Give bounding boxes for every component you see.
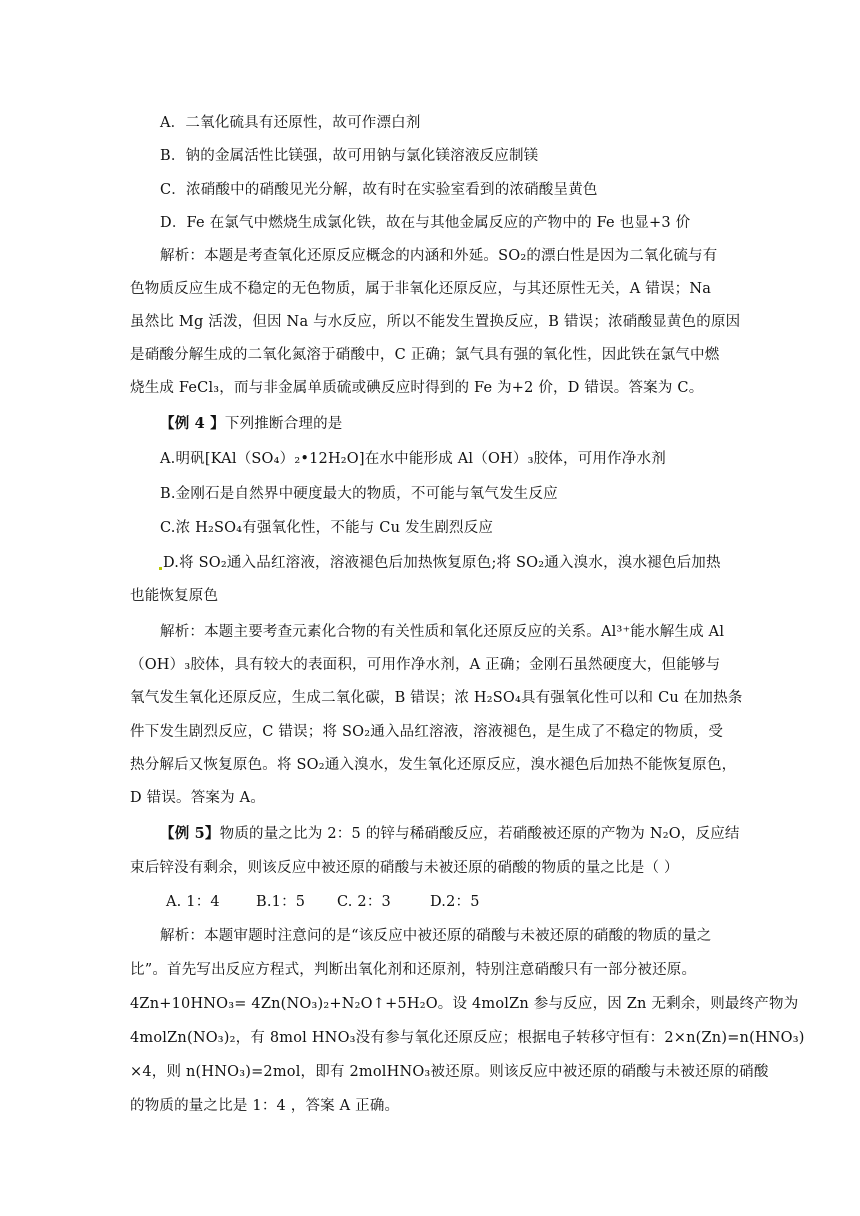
ex4-analysis-line-6: D 错误。答案为 A。	[130, 790, 266, 806]
ex5-question-line-1	[160, 824, 740, 844]
ex5-option-a: A. 1：4	[166, 894, 220, 910]
ex3-option-d: D．Fe 在氯气中燃烧生成氯化铁，故在与其他金属反应的产物中的 Fe 也显+3 价	[160, 215, 691, 231]
ex4-analysis-line-4: 件下发生剧烈反应，C 错误；将 SO₂通入品红溶液，溶液褪色，是生成了不稳定的物质，受	[130, 724, 724, 740]
ex4-option-d-text: D.将 SO₂通入品红溶液，溶液褪色后加热恢复原色;将 SO₂通入溴水，溴水褪色后加热	[163, 555, 721, 571]
ex5-analysis-line-5: ×4，则 n(HNO₃)=2mol，即有 2molHNO₃被还原。则该反应中被还原的硝酸与未被还原的硝酸	[130, 1064, 769, 1080]
ex5-analysis-line-3: 4Zn+10HNO₃= 4Zn(NO₃)₂+N₂O↑+5H₂O。设 4molZn 参与反应，因 Zn 无剩余，则最终产物为	[130, 996, 799, 1012]
ex5-option-c: C. 2：3	[337, 894, 391, 910]
marker-dot	[159, 567, 162, 570]
ex3-analysis-line-2: 色物质反应生成不稳定的无色物质，属于非氧化还原反应，与其还原性无关，A 错误；Na	[130, 281, 712, 297]
ex4-option-b: B.金刚石是自然界中硬度最大的物质，不可能与氧气发生反应	[160, 486, 558, 502]
ex4-label: 【例 4 】	[160, 415, 225, 432]
ex5-analysis-line-6: 的物质的量之比是 1：4 ，答案 A 正确。	[130, 1098, 400, 1114]
ex5-label: 【例 5】	[160, 825, 220, 842]
ex5-analysis-line-2: 比”。首先写出反应方程式，判断出氧化剂和还原剂，特别注意硝酸只有一部分被还原。	[130, 962, 697, 978]
ex3-option-c: C．浓硝酸中的硝酸见光分解，故有时在实验室看到的浓硝酸呈黄色	[160, 182, 598, 198]
ex5-analysis-line-1: 解析：本题审题时注意问的是“该反应中被还原的硝酸与未被还原的硝酸的物质的量之	[160, 928, 712, 944]
ex3-analysis-line-5: 烧生成 FeCl₃，而与非金属单质硫或碘反应时得到的 Fe 为+2 价，D 错误。答案为 C。	[130, 380, 704, 396]
ex4-question	[160, 414, 343, 434]
ex4-analysis-line-2: （OH）₃胶体，具有较大的表面积，可用作净水剂，A 正确；金刚石虽然硬度大，但能够与	[130, 657, 721, 673]
ex4-question-text: 下列推断合理的是	[224, 416, 343, 432]
ex4-option-a: A.明矾[KAl（SO₄）₂•12H₂O]在水中能形成 Al（OH）₃胶体，可用作净水剂	[160, 451, 666, 467]
ex5-question-line-2: 束后锌没有剩余，则该反应中被还原的硝酸与未被还原的硝酸的物质的量之比是（ ）	[130, 860, 679, 876]
ex4-option-d-line-2: 也能恢复原色	[130, 588, 219, 604]
ex3-option-a: A．二氧化硫具有还原性，故可作漂白剂	[160, 115, 421, 131]
ex4-analysis-line-5: 热分解后又恢复原色。将 SO₂通入溴水，发生氧化还原反应，溴水褪色后加热不能恢复原色，	[130, 757, 737, 773]
ex3-analysis-line-3: 虽然比 Mg 活泼，但因 Na 与水反应，所以不能发生置换反应，B 错误；浓硝酸显黄色的原因	[130, 314, 741, 330]
ex5-option-d: D.2：5	[430, 894, 480, 910]
ex5-analysis-line-4: 4molZn(NO₃)₂，有 8mol HNO₃没有参与氧化还原反应；根据电子转移守恒有：2×n(Zn)=n(HNO₃)	[130, 1030, 805, 1046]
ex4-option-c: C.浓 H₂SO₄有强氧化性，不能与 Cu 发生剧烈反应	[160, 520, 494, 536]
ex5-option-b: B.1：5	[256, 894, 306, 910]
ex3-analysis-line-4: 是硝酸分解生成的二氧化氮溶于硝酸中，C 正确；氯气具有强的氧化性，因此铁在氯气中燃	[130, 347, 720, 363]
ex4-analysis-line-1: 解析：本题主要考查元素化合物的有关性质和氧化还原反应的关系。Al³⁺能水解生成 Al	[160, 624, 725, 640]
ex4-option-d-line-1	[158, 553, 721, 573]
ex5-question-text: 物质的量之比为 2：5 的锌与稀硝酸反应，若硝酸被还原的产物为 N₂O，反应结	[219, 826, 740, 842]
ex4-analysis-line-3: 氧气发生氧化还原反应，生成二氧化碳，B 错误；浓 H₂SO₄具有强氧化性可以和 Cu 在加热条	[130, 690, 743, 706]
ex3-analysis-line-1: 解析：本题是考查氧化还原反应概念的内涵和外延。SO₂的漂白性是因为二氧化硫与有	[160, 248, 718, 264]
ex3-option-b: B．钠的金属活性比镁强，故可用钠与氯化镁溶液反应制镁	[160, 148, 539, 164]
